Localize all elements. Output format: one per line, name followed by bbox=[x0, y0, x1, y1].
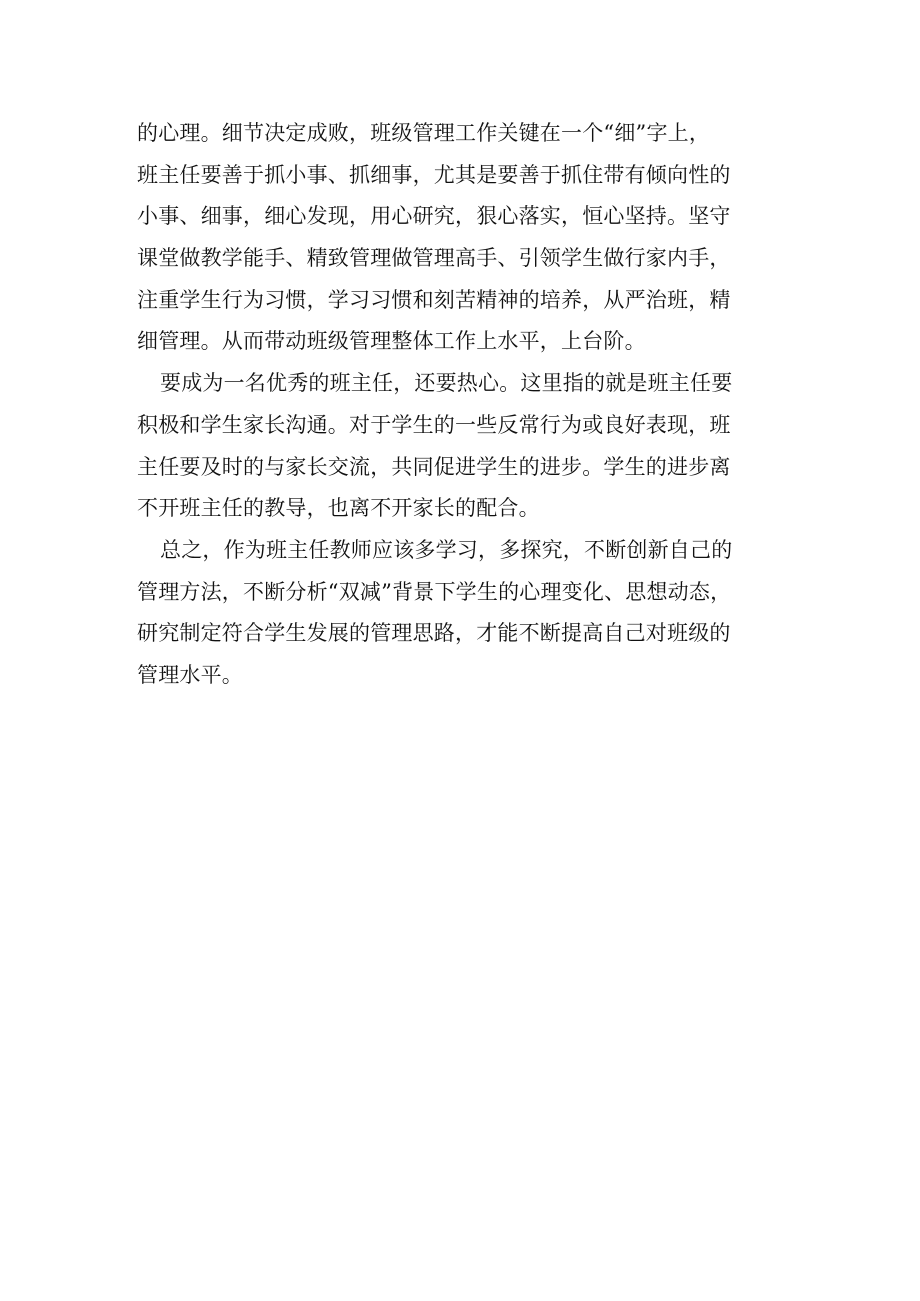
text-line: 不开班主任的教导，也离不开家长的配合。 bbox=[137, 496, 540, 521]
text-line: 注重学生行为习惯，学习习惯和刻苦精神的培养，从严治班，精 bbox=[137, 287, 731, 312]
text-line: 管理方法，不断分析“双减”背景下学生的心理变化、思想动态， bbox=[137, 579, 732, 604]
text-line: 积极和学生家长沟通。对于学生的一些反常行为或良好表现，班 bbox=[137, 412, 731, 437]
paragraph-start-line: 要成为一名优秀的班主任，还要热心。这里指的就是班主任要 bbox=[160, 371, 733, 396]
text-line: 班主任要善于抓小事、抓细事，尤其是要善于抓住带有倾向性的 bbox=[137, 162, 731, 187]
text-line: 小事、细事，细心发现，用心研究，狠心落实，恒心坚持。坚守 bbox=[137, 204, 731, 229]
text-line: 课堂做教学能手、精致管理做管理高手、引领学生做行家内手， bbox=[137, 246, 731, 271]
paragraph-start-line: 总之，作为班主任教师应该多学习，多探究，不断创新自己的 bbox=[160, 537, 733, 562]
text-line: 管理水平。 bbox=[137, 662, 243, 687]
text-line: 细管理。从而带动班级管理整体工作上水平，上台阶。 bbox=[137, 329, 646, 354]
text-line: 的心理。细节决定成败，班级管理工作关键在一个“细”字上， bbox=[137, 121, 711, 145]
text-line: 主任要及时的与家长交流，共同促进学生的进步。学生的进步离 bbox=[137, 454, 731, 479]
text-line: 研究制定符合学生发展的管理思路，才能不断提高自己对班级的 bbox=[137, 621, 731, 646]
body-text bbox=[137, 113, 757, 697]
